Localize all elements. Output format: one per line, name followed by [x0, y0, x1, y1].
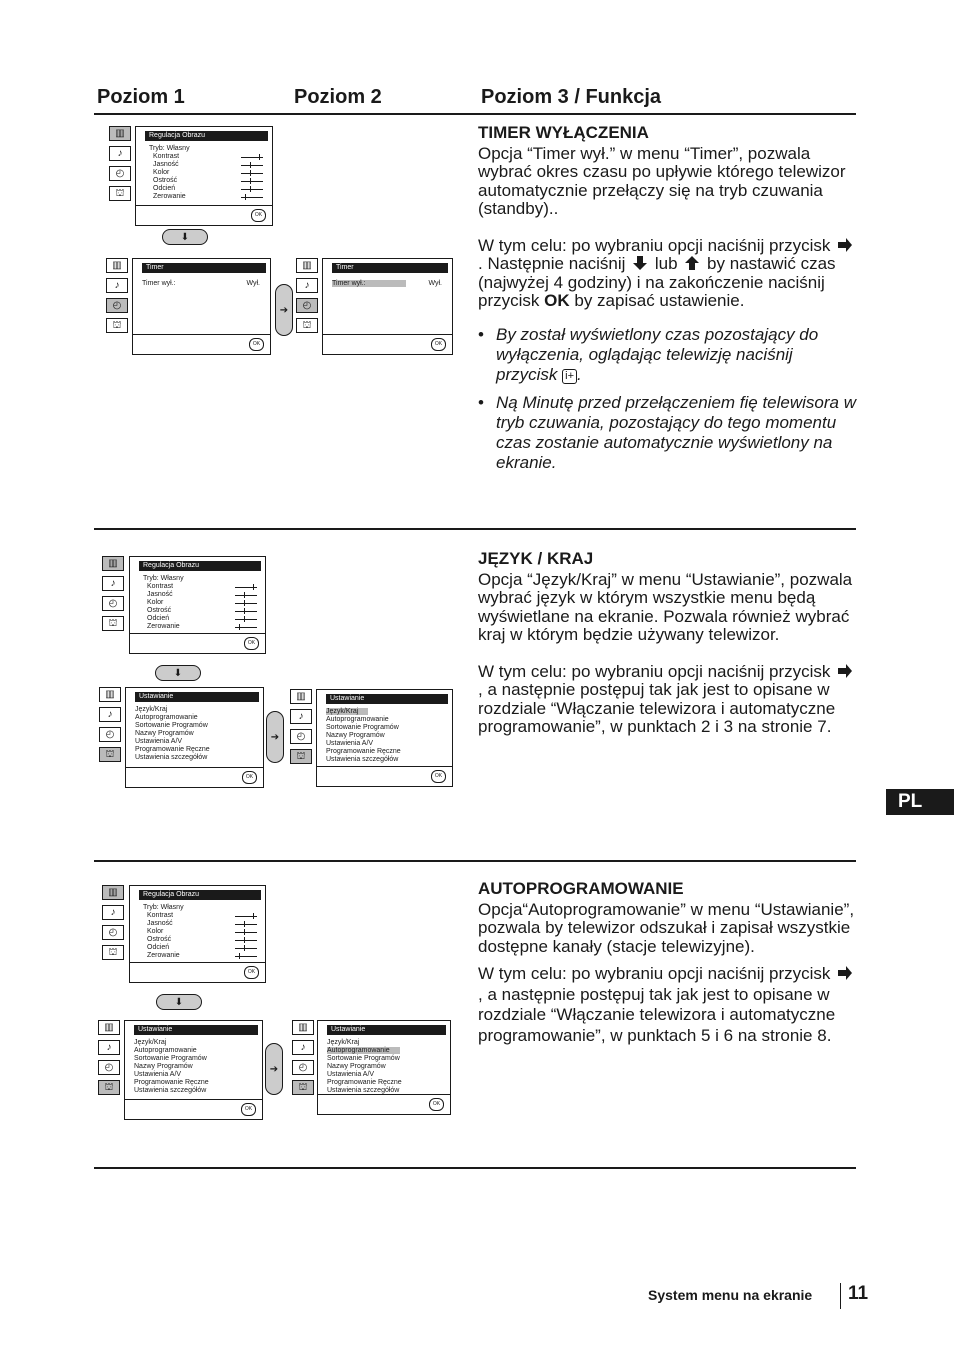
- timer-menu-panel-selected: [322, 258, 453, 355]
- setup-menu-item: Nazwy Programów: [134, 1063, 193, 1070]
- setup-menu-item: Autoprogramowanie: [134, 1047, 197, 1054]
- picture-menu-item: Odcień: [147, 615, 170, 622]
- picture-menu-row: [143, 928, 265, 936]
- timer-bullet-2: • Ną Minutę przed przełączeniem fię telewisora w tryb czuwania, pozostający do tego momentu czas zostanie automatycznie wyświetlony na ekranie.: [478, 392, 856, 472]
- picture-menu-row: [149, 153, 272, 161]
- setup-menu-title: Ustawianie: [326, 694, 448, 704]
- timer-off-row: [142, 280, 270, 288]
- language-instructions: W tym celu: po wybraniu opcji naciśnij przycisk , a następnie postępuj tak jak jest to opisane w rozdziale “Włączanie telewizora i automatyczne programowanie”, w punktach 2 i 3 na stronie 7.: [478, 663, 858, 737]
- setup-menu-item: Programowanie Ręczne: [326, 748, 401, 755]
- setup-menu-item: Język/Kraj: [134, 1039, 167, 1046]
- setup-menu-row: [326, 708, 452, 716]
- slider-marker: [244, 921, 245, 927]
- sound-icon: ♪: [292, 1040, 314, 1055]
- picture-menu-panel: [135, 126, 273, 226]
- picture-icon: ▥: [292, 1020, 314, 1035]
- panel-footer: [126, 767, 263, 787]
- slider-marker: [244, 600, 245, 606]
- setup-menu-item: Ustawienia A/V: [135, 738, 183, 745]
- right-arrow-icon: [837, 237, 853, 253]
- setup-menu-row: [134, 1071, 262, 1079]
- slider-marker: [259, 154, 260, 160]
- timer-off-value: Wył.: [428, 280, 442, 287]
- picture-menu-row: [143, 615, 265, 623]
- menu-icon-column: [109, 126, 133, 206]
- setup-icon: ⛫: [290, 749, 312, 764]
- autoprog-heading: AUTOPROGRAMOWANIE: [478, 879, 684, 898]
- sound-icon: ♪: [296, 278, 318, 293]
- picture-menu-row: [149, 169, 272, 177]
- setup-menu-row: [326, 732, 452, 740]
- picture-menu-row: [143, 944, 265, 952]
- footer-label: System menu na ekranie: [648, 1287, 813, 1303]
- level-slider: [241, 173, 263, 174]
- info-button-icon: i+: [562, 369, 577, 384]
- timer-off-row: [332, 280, 452, 288]
- picture-menu-row: [143, 952, 265, 960]
- picture-menu-title: Regulacja Obrazu: [139, 561, 261, 571]
- setup-menu-item: Sortowanie Programów: [134, 1055, 207, 1062]
- section-divider: [94, 860, 856, 862]
- slider-marker: [253, 584, 254, 590]
- setup-menu-body: [318, 1037, 450, 1095]
- menu-icon-column: [99, 687, 123, 767]
- level-slider: [235, 916, 257, 917]
- setup-menu-item: Ustawienia szczegółów: [326, 756, 399, 763]
- slider-marker: [244, 945, 245, 951]
- picture-menu-title: Regulacja Obrazu: [139, 890, 261, 900]
- slider-marker: [250, 178, 251, 184]
- setup-menu-item: Ustawienia A/V: [327, 1071, 375, 1078]
- ok-icon: OK: [251, 209, 266, 222]
- setup-menu-row: [134, 1055, 262, 1063]
- sound-icon: ♪: [109, 146, 131, 161]
- setup-menu-item: Język/Kraj: [327, 1039, 360, 1046]
- menu-icon-column: [98, 1020, 122, 1100]
- setup-icon: ⛫: [106, 318, 128, 333]
- ok-icon: OK: [431, 338, 446, 351]
- picture-icon: ▥: [98, 1020, 120, 1035]
- right-arrow-icon: ➔: [266, 711, 284, 763]
- setup-menu-item: Język/Kraj: [135, 706, 168, 713]
- setup-menu-row: [135, 714, 263, 722]
- picture-mode-row: Tryb: Własny: [143, 575, 184, 582]
- level-slider: [235, 932, 257, 933]
- sound-icon: ♪: [99, 707, 121, 722]
- level-slider: [235, 619, 257, 620]
- picture-menu-item: Zerowanie: [153, 193, 186, 200]
- picture-menu-title: Regulacja Obrazu: [145, 131, 268, 141]
- panel-footer: [130, 962, 265, 982]
- setup-menu-item: Ustawienia szczegółów: [327, 1087, 400, 1094]
- setup-icon: ⛫: [99, 747, 121, 762]
- picture-icon: ▥: [102, 885, 124, 900]
- setup-icon: ⛫: [292, 1080, 314, 1095]
- section-divider: [94, 1167, 856, 1169]
- timer-off-label: Timer wył.:: [332, 280, 406, 287]
- sound-icon: ♪: [102, 905, 124, 920]
- timer-icon: ◴: [102, 925, 124, 940]
- timer-icon: ◴: [98, 1060, 120, 1075]
- down-arrow-icon: ⬇: [162, 229, 208, 245]
- menu-icon-column: [290, 689, 314, 769]
- picture-menu-item: Kolor: [153, 169, 170, 176]
- setup-menu-item: Nazwy Programów: [135, 730, 194, 737]
- timer-section-text: [478, 124, 858, 481]
- panel-footer: [136, 205, 272, 225]
- sound-icon: ♪: [102, 576, 124, 591]
- timer-icon: ◴: [102, 596, 124, 611]
- timer-icon: ◴: [292, 1060, 314, 1075]
- picture-icon: ▥: [99, 687, 121, 702]
- picture-icon: ▥: [106, 258, 128, 273]
- picture-menu-row: [149, 161, 272, 169]
- setup-menu-item: Autoprogramowanie: [326, 716, 389, 723]
- section-divider: [94, 528, 856, 530]
- setup-menu-title: Ustawianie: [327, 1025, 446, 1035]
- slider-marker: [253, 913, 254, 919]
- picture-menu-body: [130, 902, 265, 960]
- setup-menu-item: Programowanie Ręczne: [327, 1079, 402, 1086]
- menu-icon-column: [296, 258, 320, 338]
- menu-icon-column: [106, 258, 130, 338]
- setup-icon: ⛫: [102, 945, 124, 960]
- picture-menu-panel: [129, 556, 266, 654]
- slider-marker: [250, 186, 251, 192]
- down-arrow-icon: ⬇: [155, 665, 201, 681]
- picture-menu-item: Jasność: [147, 591, 173, 598]
- level-slider: [241, 197, 263, 198]
- timer-icon: ◴: [106, 298, 128, 313]
- timer-icon: ◴: [99, 727, 121, 742]
- picture-menu-item: Ostrość: [153, 177, 178, 184]
- ok-icon: OK: [244, 966, 259, 979]
- setup-menu-panel: [125, 687, 264, 788]
- down-arrow-icon: ⬇: [156, 994, 202, 1010]
- header-level-3: Poziom 3 / Funkcja: [481, 86, 662, 108]
- setup-menu-item: Sortowanie Programów: [135, 722, 208, 729]
- setup-menu-row: [327, 1047, 450, 1055]
- slider-marker: [239, 624, 240, 630]
- level-slider: [235, 595, 257, 596]
- level-slider: [235, 940, 257, 941]
- picture-icon: ▥: [109, 126, 131, 141]
- setup-menu-row: [135, 746, 263, 754]
- timer-icon: ◴: [109, 166, 131, 181]
- setup-menu-row: [135, 730, 263, 738]
- menu-icon-column: [102, 885, 126, 965]
- menu-icon-column: [102, 556, 126, 636]
- header-rule: [94, 113, 856, 115]
- picture-menu-item: Jasność: [147, 920, 173, 927]
- picture-menu-item: Zerowanie: [147, 952, 180, 959]
- timer-menu-panel: [132, 258, 271, 355]
- ok-icon: OK: [242, 771, 257, 784]
- slider-marker: [244, 592, 245, 598]
- menu-icon-column: [292, 1020, 316, 1100]
- autoprog-instructions: W tym celu: po wybraniu opcji naciśnij przycisk , a następnie postępuj tak jak jest to opisane w rozdziale “Włączanie telewizora i automatyczne programowanie”, w punktach 5 i 6 na stronie 8.: [478, 964, 858, 1046]
- right-arrow-icon: ➔: [265, 1043, 283, 1095]
- setup-menu-row: [326, 748, 452, 756]
- setup-menu-row: [326, 716, 452, 724]
- autoprog-section-text: [478, 880, 858, 1046]
- setup-menu-row: [134, 1079, 262, 1087]
- picture-menu-row: [143, 936, 265, 944]
- setup-menu-row: [135, 722, 263, 730]
- picture-menu-row: [143, 599, 265, 607]
- setup-menu-item: Programowanie Ręczne: [135, 746, 210, 753]
- right-arrow-icon: [837, 663, 853, 679]
- autoprog-intro: Opcja“Autoprogramowanie” w menu “Ustawianie”, pozwala by telewizor odszukał i zapisał wszystkie dostępne kanały (stacje telewizyjne).: [478, 899, 855, 956]
- slider-marker: [250, 162, 251, 168]
- level-slider: [241, 189, 263, 190]
- page-number: 11: [848, 1283, 869, 1304]
- setup-menu-item: Ustawienia A/V: [134, 1071, 182, 1078]
- setup-menu-item: Nazwy Programów: [327, 1063, 386, 1070]
- picture-menu-row: [143, 623, 265, 631]
- setup-menu-item: Język/Kraj: [326, 708, 368, 715]
- setup-menu-row: [134, 1063, 262, 1071]
- slider-marker: [244, 616, 245, 622]
- level-slider: [241, 157, 263, 158]
- picture-menu-row: [143, 591, 265, 599]
- picture-icon: ▥: [102, 556, 124, 571]
- timer-off-label: Timer wył.:: [142, 280, 176, 287]
- right-arrow-icon: ➔: [275, 284, 293, 336]
- setup-menu-panel-selected: [317, 1020, 451, 1115]
- slider-marker: [244, 937, 245, 943]
- sound-icon: ♪: [290, 709, 312, 724]
- setup-menu-row: [327, 1055, 450, 1063]
- language-section-text: [478, 550, 858, 737]
- picture-menu-item: Kontrast: [153, 153, 180, 160]
- picture-menu-item: Odcień: [147, 944, 170, 951]
- setup-menu-item: Sortowanie Programów: [326, 724, 399, 731]
- timer-icon: ◴: [290, 729, 312, 744]
- panel-footer: [317, 766, 452, 786]
- picture-menu-row: [143, 912, 265, 920]
- slider-marker: [245, 194, 246, 200]
- timer-heading: TIMER WYŁĄCZENIA: [478, 123, 649, 142]
- setup-menu-row: [134, 1087, 262, 1095]
- slider-marker: [239, 953, 240, 959]
- setup-menu-row: [327, 1063, 450, 1071]
- setup-menu-item: Ustawienia A/V: [326, 740, 374, 747]
- panel-footer: [125, 1099, 262, 1119]
- picture-menu-body: [136, 143, 272, 201]
- setup-menu-row: [135, 754, 263, 762]
- level-slider: [235, 627, 257, 628]
- slider-marker: [250, 170, 251, 176]
- picture-menu-row: [143, 920, 265, 928]
- header-level-1: Poziom 1: [97, 86, 185, 108]
- ok-icon: OK: [241, 1103, 256, 1116]
- setup-menu-body: [126, 704, 263, 762]
- setup-menu-title: Ustawianie: [134, 1025, 258, 1035]
- timer-menu-title: Timer: [142, 263, 266, 273]
- ok-icon: OK: [429, 1098, 444, 1111]
- setup-menu-panel: [124, 1020, 263, 1120]
- picture-icon: ▥: [296, 258, 318, 273]
- picture-menu-item: Kolor: [147, 928, 164, 935]
- level-slider: [235, 587, 257, 588]
- setup-menu-title: Ustawianie: [135, 692, 259, 702]
- setup-menu-row: [326, 724, 452, 732]
- language-heading: JĘZYK / KRAJ: [478, 549, 594, 568]
- picture-menu-item: Ostrość: [147, 607, 172, 614]
- level-slider: [235, 956, 257, 957]
- picture-menu-item: Jasność: [153, 161, 179, 168]
- ok-icon: OK: [431, 770, 446, 783]
- level-slider: [235, 948, 257, 949]
- setup-menu-item: Sortowanie Programów: [327, 1055, 400, 1062]
- level-slider: [235, 611, 257, 612]
- picture-menu-panel: [129, 885, 266, 983]
- setup-menu-item: Nazwy Programów: [326, 732, 385, 739]
- setup-menu-item: Ustawienia szczegółów: [134, 1087, 207, 1094]
- picture-menu-body: [130, 573, 265, 631]
- picture-menu-row: [149, 177, 272, 185]
- language-tab-pl: PL: [886, 789, 954, 815]
- header-level-2: Poziom 2: [294, 86, 382, 108]
- setup-menu-item: Autoprogramowanie: [135, 714, 198, 721]
- level-slider: [241, 165, 263, 166]
- panel-footer: [130, 633, 265, 653]
- level-slider: [241, 181, 263, 182]
- picture-mode-row: Tryb: Własny: [149, 145, 190, 152]
- setup-icon: ⛫: [109, 186, 131, 201]
- sound-icon: ♪: [98, 1040, 120, 1055]
- setup-menu-row: [326, 756, 452, 764]
- timer-instructions: W tym celu: po wybraniu opcji naciśnij przycisk . Następnie naciśnij lub by nastawić czas (najwyżej 4 godziny) i na zakończenie naciśnij przycisk OK by zapisać ustawienie.: [478, 237, 858, 311]
- up-arrow-icon: [684, 255, 700, 271]
- picture-menu-item: Zerowanie: [147, 623, 180, 630]
- sound-icon: ♪: [106, 278, 128, 293]
- picture-menu-row: [143, 607, 265, 615]
- language-intro: Opcja “Język/Kraj” w menu “Ustawianie”, pozwala wybrać język w którym wszystkie menu będą wyświetlane na ekranie. Pozwala również wybrać kraj w którym będzie używany telewizor.: [478, 569, 853, 644]
- picture-menu-row: [149, 185, 272, 193]
- picture-menu-item: Kontrast: [147, 583, 174, 590]
- setup-menu-panel-selected: [316, 689, 453, 787]
- slider-marker: [244, 929, 245, 935]
- setup-icon: ⛫: [102, 616, 124, 631]
- timer-menu-title: Timer: [332, 263, 448, 273]
- panel-footer: [318, 1094, 450, 1114]
- timer-bullet-1: • By został wyświetlony czas pozostający do wyłączenia, oglądając telewizję naciśnij przycisk i+ .: [478, 324, 819, 384]
- down-arrow-icon: [632, 255, 648, 271]
- setup-icon: ⛫: [98, 1080, 120, 1095]
- setup-menu-body: [125, 1037, 262, 1095]
- level-slider: [235, 603, 257, 604]
- picture-menu-item: Kolor: [147, 599, 164, 606]
- picture-menu-row: [149, 193, 272, 201]
- setup-menu-body: [317, 706, 452, 764]
- ok-icon: OK: [244, 637, 259, 650]
- setup-menu-row: [135, 706, 263, 714]
- footer-separator: [840, 1283, 841, 1309]
- timer-icon: ◴: [296, 298, 318, 313]
- picture-menu-row: [143, 583, 265, 591]
- slider-marker: [244, 608, 245, 614]
- ok-icon: OK: [249, 338, 264, 351]
- setup-menu-row: [326, 740, 452, 748]
- setup-menu-row: [327, 1079, 450, 1087]
- setup-menu-item: Programowanie Ręczne: [134, 1079, 209, 1086]
- right-arrow-icon: [837, 965, 853, 981]
- setup-menu-row: [134, 1039, 262, 1047]
- picture-menu-item: Kontrast: [147, 912, 174, 919]
- setup-menu-row: [134, 1047, 262, 1055]
- level-slider: [235, 924, 257, 925]
- picture-menu-item: Ostrość: [147, 936, 172, 943]
- picture-mode-row: Tryb: Własny: [143, 904, 184, 911]
- setup-menu-row: [327, 1039, 450, 1047]
- timer-intro: Opcja “Timer wył.” w menu “Timer”, pozwala wybrać okres czasu po upływie którego telewizor automatycznie przełączy się na tryb czuwania (standby)..: [478, 143, 846, 218]
- setup-menu-item: Autoprogramowanie: [327, 1047, 400, 1054]
- timer-off-value: Wył.: [246, 280, 260, 287]
- setup-icon: ⛫: [296, 318, 318, 333]
- setup-menu-row: [135, 738, 263, 746]
- setup-menu-item: Ustawienia szczegółów: [135, 754, 208, 761]
- picture-menu-item: Odcień: [153, 185, 176, 192]
- setup-menu-row: [327, 1071, 450, 1079]
- picture-icon: ▥: [290, 689, 312, 704]
